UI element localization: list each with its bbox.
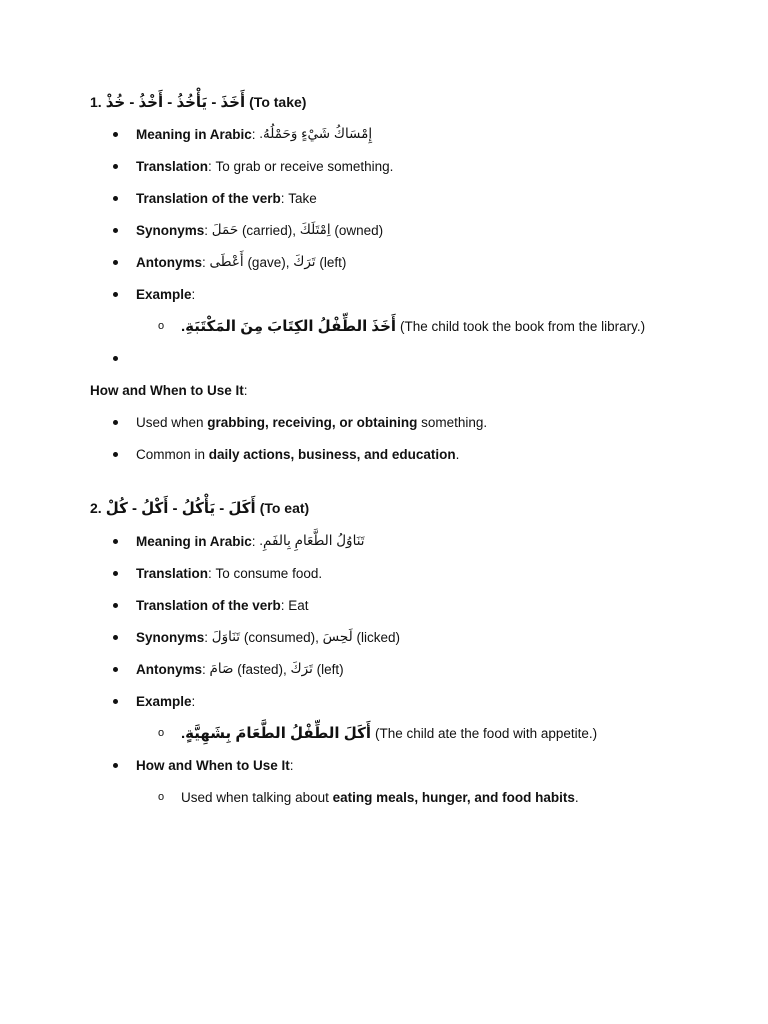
- verb2-example: Example :: [136, 693, 196, 709]
- synonym-ar: حَمَلَ: [211, 222, 239, 237]
- verb2-translation: Translation : To consume food.: [136, 565, 323, 581]
- verb2-usage-item: Used when talking about eating meals, hunger, and food habits .: [181, 789, 579, 805]
- antonym-en: (fasted): [237, 661, 284, 677]
- translation-value: To consume food.: [215, 565, 323, 581]
- verb2-antonyms: Antonyms : صَامَ (fasted) , تَرَكَ (left): [136, 661, 344, 677]
- verb2-number: 2.: [90, 500, 102, 516]
- bullet-icon: [113, 292, 118, 297]
- verb-translation-label: Translation of the verb: [136, 597, 281, 613]
- meaning-label: Meaning in Arabic: [136, 126, 252, 142]
- bullet-icon: [113, 452, 118, 457]
- bullet-icon: [113, 699, 118, 704]
- bullet-icon: [113, 228, 118, 233]
- antonym-en: (left): [319, 254, 347, 270]
- example-arabic: أَخَذَ الطِّفْلُ الكِتَابَ مِنَ المَكْتَبَةِ.: [181, 318, 397, 335]
- verb1-heading: [90, 91, 306, 113]
- bullet-icon: [113, 164, 118, 169]
- verb1-arabic-forms: أَخَذَ - يَأْخُذُ - أَخْذُ - خُذْ: [105, 94, 246, 111]
- verb1-english: (To take): [249, 94, 307, 110]
- antonym-en: (left): [316, 661, 344, 677]
- synonym-ar: اِمْتَلَكَ: [299, 222, 331, 237]
- synonym-en: (owned): [334, 222, 384, 238]
- example-english: (The child ate the food with appetite.): [375, 725, 598, 741]
- synonyms-label: Synonyms: [136, 222, 205, 238]
- verb1-usage-item: Common in daily actions, business, and education .: [136, 446, 460, 462]
- verb1-verb-translation: Translation of the verb : Take: [136, 190, 317, 206]
- antonyms-label: Antonyms: [136, 661, 203, 677]
- translation-label: Translation: [136, 158, 209, 174]
- verb-translation-value: Eat: [288, 597, 309, 613]
- verb1-antonyms: Antonyms : أَعْطَى (gave) , تَرَكَ (left): [136, 254, 347, 270]
- synonym-en: (licked): [356, 629, 400, 645]
- verb2-meaning: Meaning in Arabic : تَنَاوُلُ الطَّعَامِ بِالفَمِ.: [136, 533, 365, 549]
- synonym-en: (consumed): [243, 629, 316, 645]
- synonym-en: (carried): [241, 222, 293, 238]
- example-arabic: أَكَلَ الطِّفْلُ الطَّعَامَ بِشَهِيَّةٍ.: [181, 725, 371, 742]
- verb2-usage-heading: How and When to Use It :: [136, 757, 294, 773]
- bullet-icon: [113, 603, 118, 608]
- bullet-icon: [113, 356, 118, 361]
- bullet-icon: [113, 196, 118, 201]
- sub-bullet-icon: o: [158, 727, 165, 739]
- verb2-arabic-forms: أَكَلَ - يَأْكُلُ - أَكْلُ - كُلْ: [105, 500, 256, 517]
- bullet-icon: [113, 420, 118, 425]
- sub-bullet-icon: o: [158, 320, 165, 332]
- verb2-verb-translation: Translation of the verb : Eat: [136, 597, 309, 613]
- bullet-icon: [113, 635, 118, 640]
- example-label: Example: [136, 693, 192, 709]
- bullet-icon: [113, 667, 118, 672]
- verb1-number: 1.: [90, 94, 102, 110]
- meaning-value: إِمْسَاكُ شَيْءٍ وَحَمْلُهُ.: [259, 126, 373, 141]
- verb-translation-value: Take: [288, 190, 317, 206]
- bullet-icon: [113, 763, 118, 768]
- verb2-english: (To eat): [259, 500, 310, 516]
- antonym-ar: صَامَ: [209, 661, 234, 676]
- verb1-example: Example :: [136, 286, 196, 302]
- bullet-icon: [113, 132, 118, 137]
- translation-value: To grab or receive something.: [215, 158, 394, 174]
- verb1-translation: Translation : To grab or receive something.: [136, 158, 394, 174]
- antonym-ar: تَرَكَ: [293, 254, 316, 269]
- synonym-ar: لَحِسَ: [322, 629, 353, 644]
- verb1-synonyms: Synonyms : حَمَلَ (carried) , اِمْتَلَكَ (owned): [136, 222, 384, 238]
- verb2-example-sentence: [181, 722, 597, 744]
- sub-bullet-icon: o: [158, 791, 165, 803]
- verb1-example-sentence: [181, 315, 645, 337]
- antonym-en: (gave): [247, 254, 286, 270]
- verb2-heading: [90, 497, 309, 519]
- translation-label: Translation: [136, 565, 209, 581]
- synonyms-label: Synonyms: [136, 629, 205, 645]
- verb2-synonyms: Synonyms : تَنَاوَلَ (consumed) , لَحِسَ (licked): [136, 629, 400, 645]
- meaning-label: Meaning in Arabic: [136, 533, 252, 549]
- example-label: Example: [136, 286, 192, 302]
- bullet-icon: [113, 260, 118, 265]
- antonyms-label: Antonyms: [136, 254, 203, 270]
- bullet-icon: [113, 539, 118, 544]
- example-english: (The child took the book from the library.): [400, 318, 646, 334]
- meaning-value: تَنَاوُلُ الطَّعَامِ بِالفَمِ.: [259, 533, 365, 548]
- antonym-ar: تَرَكَ: [290, 661, 313, 676]
- verb1-usage-heading: How and When to Use It :: [90, 382, 248, 398]
- synonym-ar: تَنَاوَلَ: [211, 629, 241, 644]
- verb-translation-label: Translation of the verb: [136, 190, 281, 206]
- verb1-usage-item: Used when grabbing, receiving, or obtaining something.: [136, 414, 488, 430]
- bullet-icon: [113, 571, 118, 576]
- antonym-ar: أَعْطَى: [209, 254, 244, 269]
- verb1-meaning: Meaning in Arabic : إِمْسَاكُ شَيْءٍ وَحَمْلُهُ.: [136, 126, 373, 142]
